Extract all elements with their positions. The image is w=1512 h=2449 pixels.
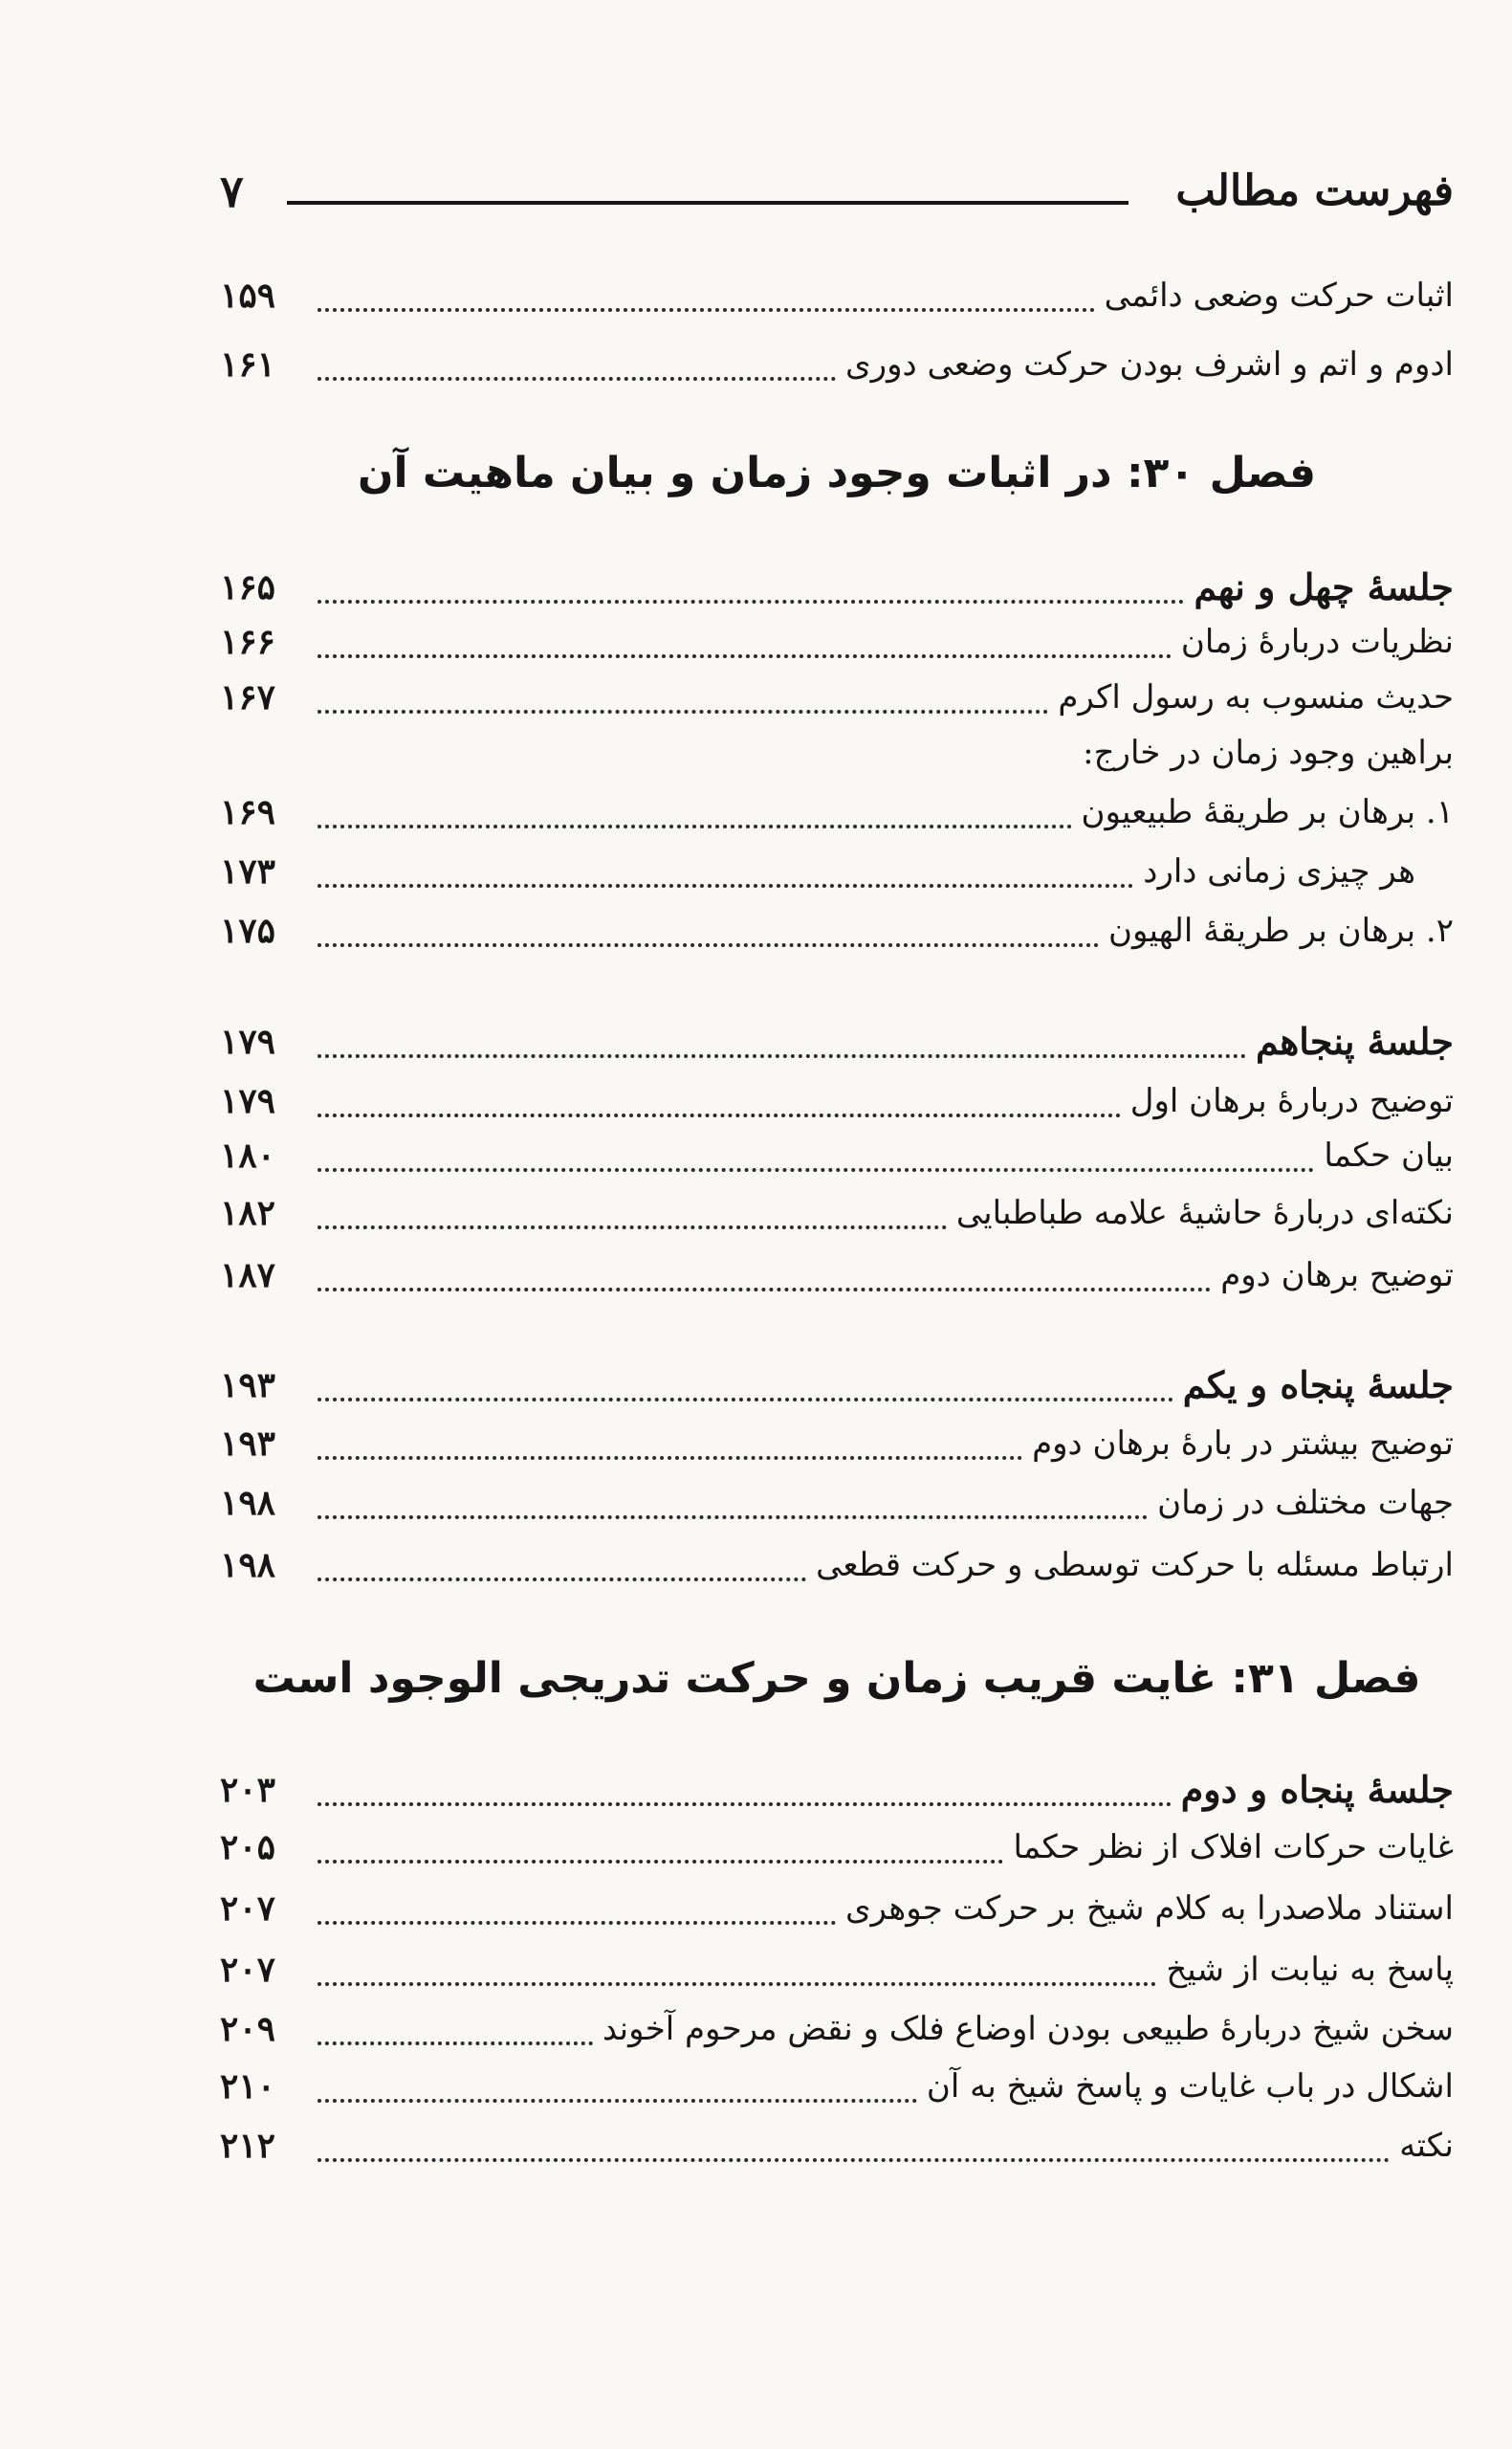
toc-entry-page: ۱۷۳ [220,851,276,892]
dot-leader [318,654,1172,658]
dot-leader [318,377,836,381]
toc-entry-text: جهات مختلف در زمان [1157,1484,1454,1522]
dot-leader [318,710,1048,714]
toc-entry-text: ادوم و اتم و اشرف بودن حرکت وضعی دوری [845,345,1454,384]
session-heading [220,1356,1454,1415]
toc-entry-text: توضیح دربارهٔ برهان اول [1129,1082,1454,1120]
toc-entry [220,1126,1454,1185]
toc-entry [220,2116,1454,2175]
dot-leader [318,825,1072,828]
toc-entry-text: اثبات حرکت وضعی دائمی [1104,276,1454,315]
chapter-title: فصل ۳۱: غایت قریب زمان و حرکت تدریجی الوجود است [252,1654,1421,1703]
toc-entry-page: ۲۱۰ [220,2066,276,2107]
toc-entry-text: ۲. برهان بر طریقهٔ الهیون [1108,912,1454,950]
toc-entry [220,1999,1454,2059]
dot-leader [318,1982,1156,1986]
toc-entry-text: ارتباط مسئله با حرکت توسطی و حرکت قطعی [816,1546,1454,1584]
dot-leader [318,1288,1211,1291]
toc-entry [220,1818,1454,1877]
toc-entry-page: ۱۷۹ [220,1022,276,1062]
toc-entry-page: ۲۰۷ [220,1888,276,1929]
toc-entry [220,1414,1454,1473]
dot-leader [318,943,1099,947]
toc-entry-text: براهین وجود زمان در خارج: [1083,734,1454,772]
toc-entry-text: نکته‌ای دربارهٔ حاشیهٔ علامه طباطبایی [955,1194,1454,1232]
toc-entry [220,1246,1454,1305]
dot-leader [318,1802,1172,1806]
toc-entry-text: نظریات دربارهٔ زمان [1180,623,1454,661]
toc-entry [220,842,1454,901]
toc-entry-page: ۱۶۹ [220,792,276,832]
header-title: فهرست مطالب [1175,166,1454,215]
toc-entry-page: ۱۹۳ [220,1365,276,1405]
toc-entry-page: ۱۶۶ [220,622,276,662]
toc-entry-page: ۱۷۹ [220,1081,276,1121]
toc-entry-page: ۲۰۳ [220,1770,276,1810]
toc-entry-text: جلسهٔ پنجاه و دوم [1180,1768,1454,1811]
toc-entry-text: توضیح برهان دوم [1220,1256,1454,1294]
toc-entry-page: ۱۶۷ [220,677,276,717]
page-number: ۷ [220,165,244,217]
toc-entry [220,1183,1454,1243]
toc-entry-page: ۱۹۳ [220,1423,276,1464]
dot-leader [318,1860,1003,1864]
toc-entry-text: ۱. برهان بر طریقهٔ طبیعیون [1081,793,1454,831]
toc-entry-page: ۲۰۷ [220,1950,276,1990]
toc-entry-page: ۱۵۹ [220,276,276,316]
toc-entry-page: ۲۱۲ [220,2126,276,2166]
dot-leader [318,2041,593,2045]
dot-leader [318,2158,1390,2162]
dot-leader [318,884,1133,888]
dot-leader [318,1578,806,1581]
toc-entry-page: ۲۰۵ [220,1827,276,1867]
dot-leader [318,1054,1246,1058]
toc-entry-text: جلسهٔ پنجاه و یکم [1182,1363,1454,1406]
toc-entry [220,1071,1454,1131]
dot-leader [318,1168,1314,1172]
toc-entry-page: ۱۶۱ [220,344,276,385]
toc-entry [220,783,1454,842]
toc-entry-text: جلسهٔ چهل و نهم [1194,565,1454,608]
toc-entry-text: استناد ملاصدرا به کلام شیخ بر حرکت جوهری [844,1889,1454,1928]
dot-leader [318,1114,1121,1117]
toc-entry-text: بیان حکما [1324,1136,1454,1175]
toc-entry-page: ۱۸۲ [220,1193,276,1233]
toc-entry-text: پاسخ به نیابت از شیخ [1166,1951,1454,1989]
toc-entry-page: ۱۶۵ [220,567,276,607]
dot-leader [318,600,1184,604]
toc-entry-page: ۱۸۰ [220,1136,276,1176]
toc-entry-text: حدیث منسوب به رسول اکرم [1058,678,1454,717]
toc-entry [220,612,1454,672]
dot-leader [318,2099,917,2103]
toc-entry [220,1879,1454,1938]
dot-leader [318,1921,836,1925]
toc-entry [220,266,1454,325]
header-rule [287,201,1129,205]
toc-entry-text: غایات حرکات افلاک از نظر حکما [1013,1828,1454,1866]
dot-leader [318,1456,1022,1460]
dot-leader [318,1225,947,1229]
dot-leader [318,1398,1173,1401]
toc-entry-text: سخن شیخ دربارهٔ طبیعی بودن اوضاع فلک و نقض مرحوم آخوند [602,2010,1454,2048]
toc-entry-text: توضیح بیشتر در بارهٔ برهان دوم [1032,1424,1454,1463]
toc-entry [220,668,1454,727]
toc-entry-text: اشکال در باب غایات و پاسخ شیخ به آن [926,2067,1454,2106]
chapter-title: فصل ۳۰: در اثبات وجود زمان و بیان ماهیت آن [357,449,1317,497]
session-heading [220,558,1454,617]
dot-leader [318,1515,1148,1519]
toc-entry-page: ۱۷۵ [220,911,276,951]
toc-entry-text: هر چیزی زمانی دارد [1143,852,1415,891]
dot-leader [318,308,1095,312]
toc-entry-text: جلسهٔ پنجاهم [1255,1020,1454,1063]
running-header [220,163,1454,220]
toc-entry-page: ۲۰۹ [220,2009,276,2049]
toc-entry [220,1535,1454,1595]
toc-entry [220,1473,1454,1533]
toc-entry-page: ۱۸۷ [220,1255,276,1295]
toc-entry [220,335,1454,394]
session-heading [220,1012,1454,1071]
toc-entry [220,901,1454,960]
toc-subheading [220,723,1454,783]
toc-entry-page: ۱۹۸ [220,1483,276,1523]
toc-entry-text: نکته [1399,2127,1454,2165]
toc-entry [220,2057,1454,2116]
session-heading [220,1760,1454,1820]
toc-entry-page: ۱۹۸ [220,1545,276,1585]
toc-entry [220,1940,1454,1999]
